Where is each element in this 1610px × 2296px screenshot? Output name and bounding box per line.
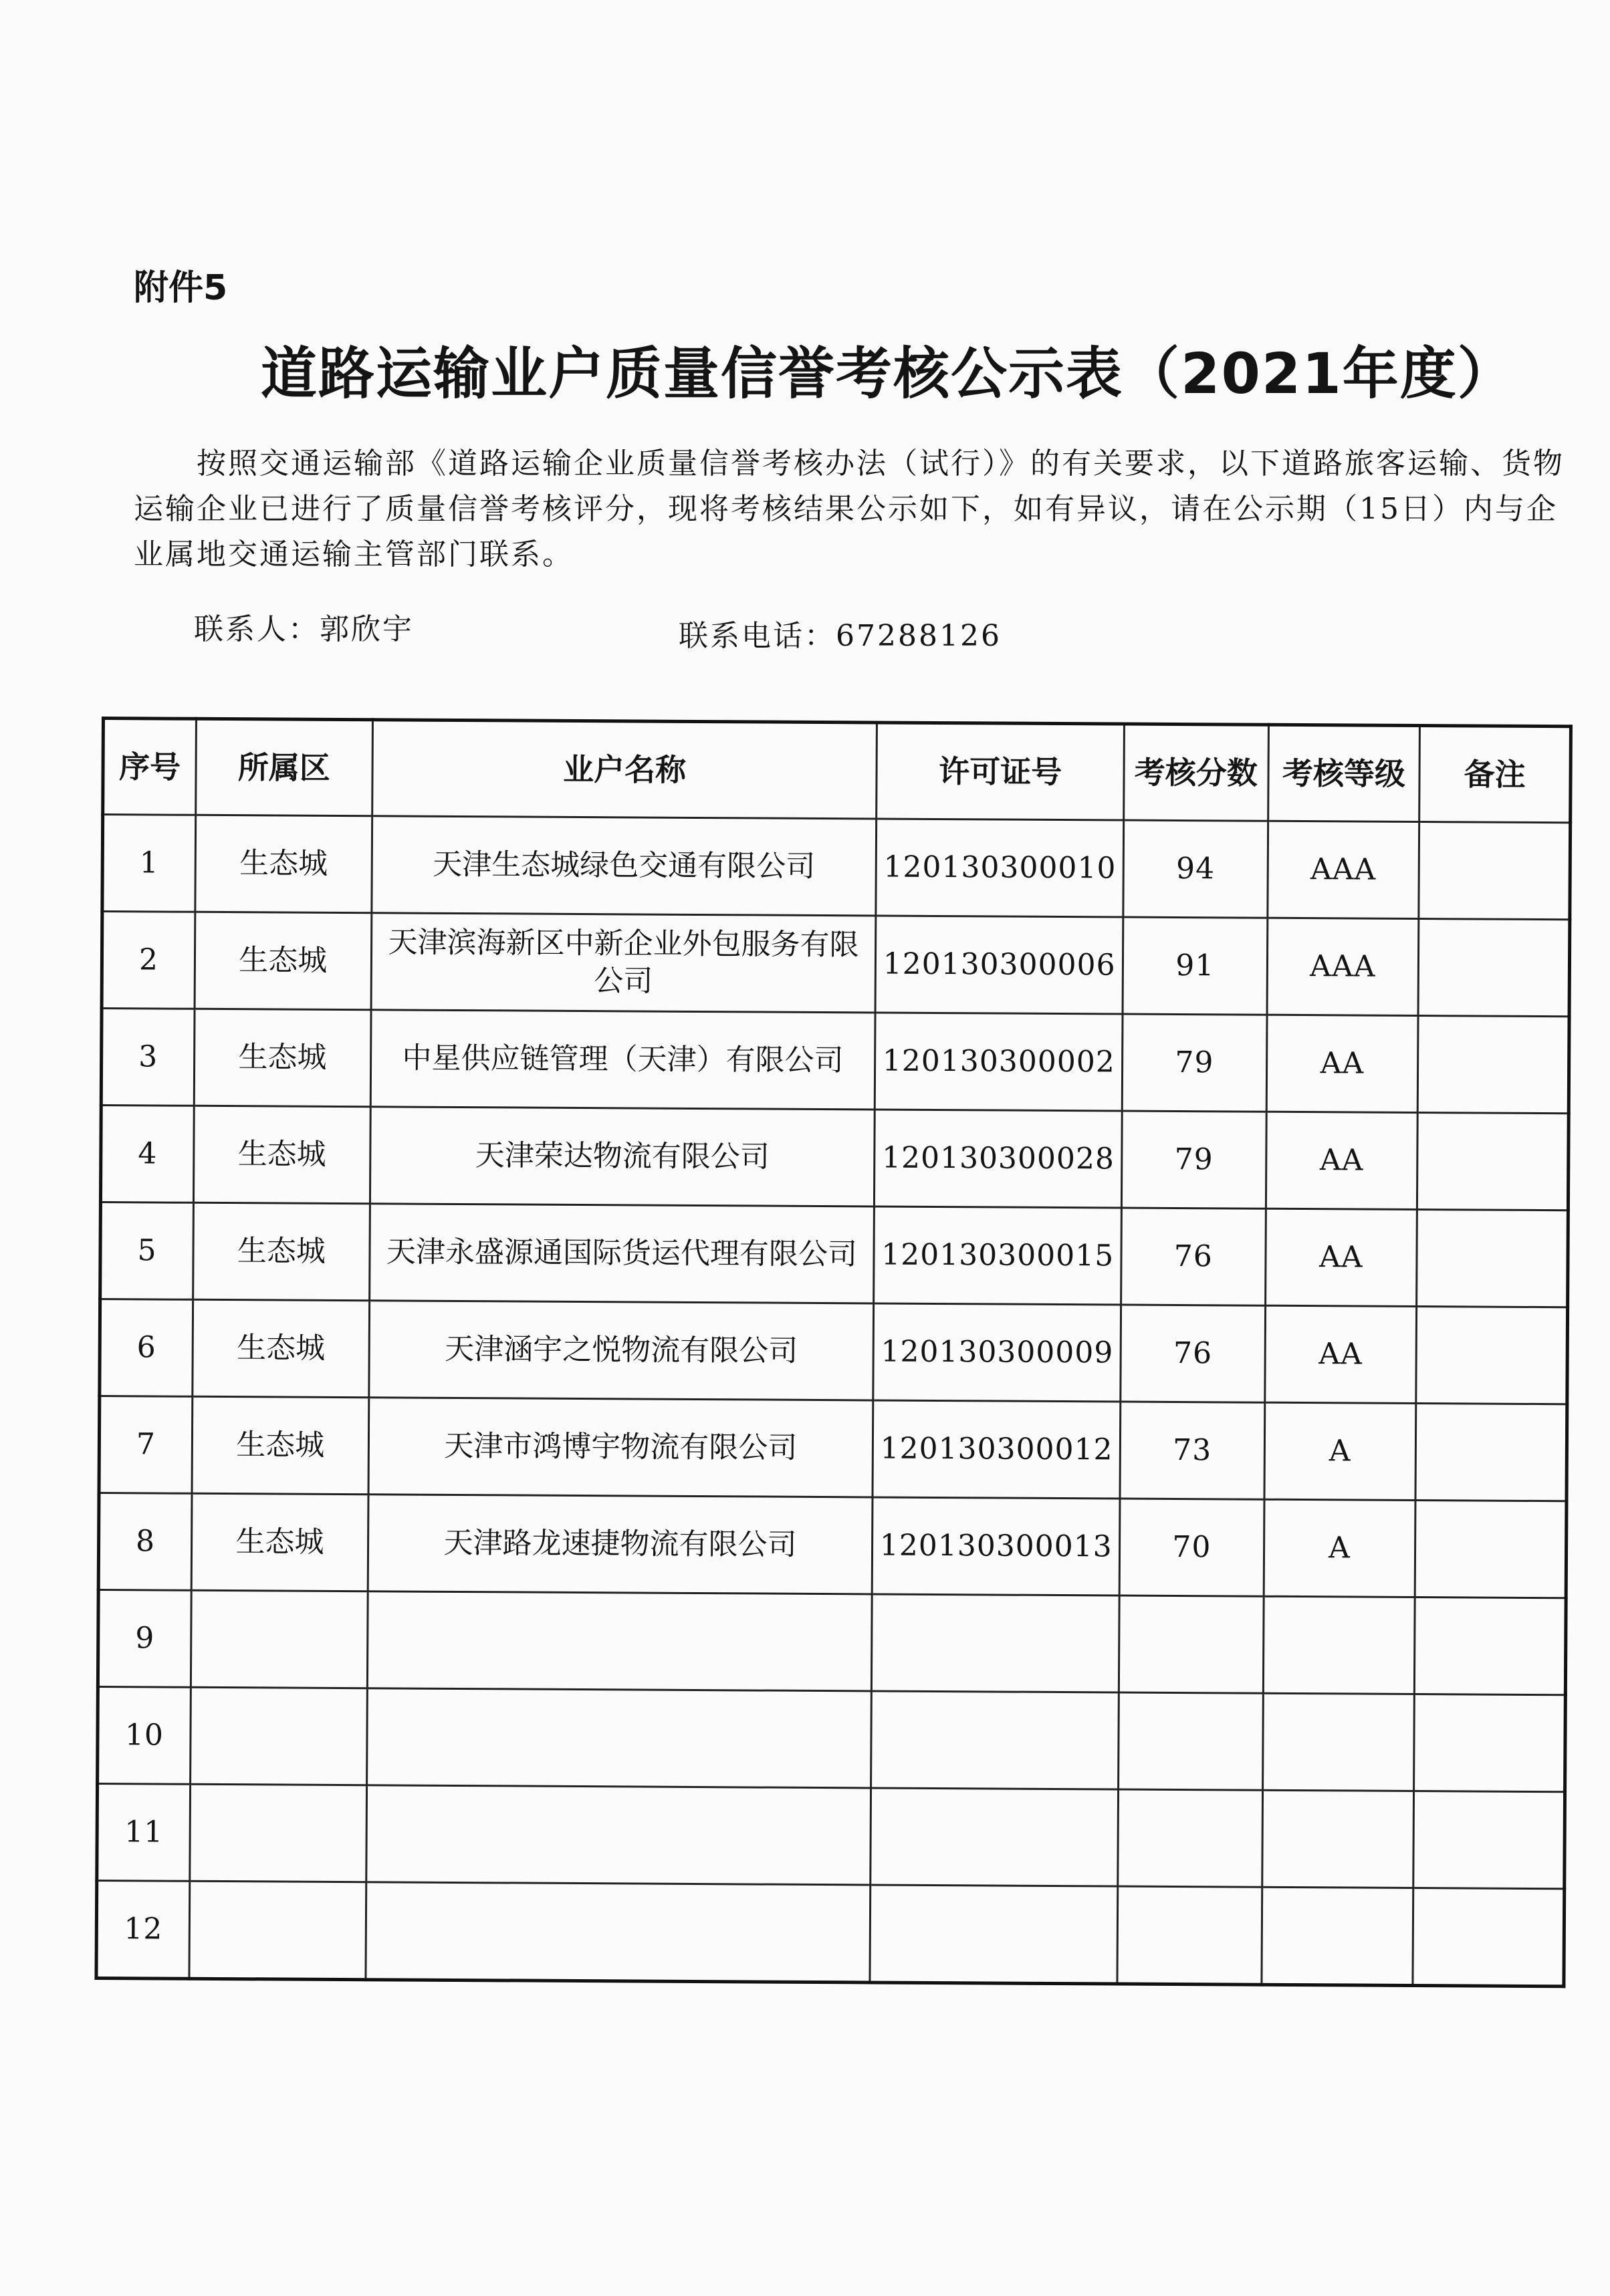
- cell-score: [1119, 1692, 1263, 1790]
- cell-license: [870, 1885, 1118, 1984]
- cell-score: 79: [1121, 1111, 1266, 1208]
- cell-seq: 7: [99, 1396, 193, 1493]
- cell-note: [1417, 1210, 1569, 1307]
- cell-name: 天津涵宇之悦物流有限公司: [368, 1301, 873, 1400]
- header-name: 业户名称: [372, 720, 877, 819]
- intro-paragraph: 按照交通运输部《道路运输企业质量信誉考核办法（试行）》的有关要求，以下道路旅客运输、货物运输企业已进行了质量信誉考核评分，现将考核结果公示如下，如有异议，请在公示期（15日）内与企业属地交通运输主管部门联系。: [134, 447, 1565, 571]
- cell-name: 天津荣达物流有限公司: [370, 1107, 875, 1206]
- cell-seq: 9: [98, 1589, 191, 1687]
- cell-name: 中星供应链管理（天津）有限公司: [370, 1010, 875, 1110]
- cell-note: [1413, 1791, 1565, 1888]
- cell-area: 生态城: [195, 815, 372, 912]
- cell-seq: 6: [100, 1299, 193, 1397]
- table-row: [99, 1396, 1567, 1501]
- table-row: [102, 912, 1570, 1017]
- cell-license: [872, 1594, 1120, 1692]
- annex-label: 附件5: [134, 268, 228, 308]
- cell-grade: A: [1264, 1402, 1416, 1500]
- cell-note: [1413, 1888, 1565, 1986]
- cell-score: [1117, 1886, 1262, 1985]
- cell-score: 70: [1119, 1499, 1264, 1596]
- cell-seq: 2: [102, 912, 195, 1009]
- table-row: [97, 1783, 1565, 1888]
- cell-note: [1419, 822, 1571, 920]
- cell-grade: AA: [1265, 1208, 1417, 1306]
- cell-grade: A: [1264, 1499, 1415, 1597]
- cell-license: 120130300013: [872, 1497, 1120, 1596]
- cell-name: [366, 1882, 871, 1983]
- cell-grade: AA: [1266, 1015, 1418, 1112]
- cell-score: 94: [1123, 820, 1268, 918]
- header-area: 所属区: [196, 719, 372, 815]
- cell-grade: AAA: [1267, 918, 1419, 1015]
- cell-score: 91: [1123, 917, 1267, 1015]
- cell-license: 120130300002: [875, 1013, 1123, 1111]
- cell-seq: 11: [97, 1783, 191, 1881]
- cell-score: 73: [1120, 1402, 1264, 1499]
- cell-score: [1118, 1789, 1262, 1887]
- cell-grade: [1262, 1790, 1413, 1888]
- table-row: [101, 1009, 1569, 1114]
- cell-seq: 3: [101, 1009, 195, 1106]
- cell-area: 生态城: [191, 1493, 368, 1591]
- cell-area: [189, 1881, 366, 1979]
- header-score: 考核分数: [1124, 724, 1268, 821]
- header-grade: 考核等级: [1268, 725, 1419, 821]
- table-row: [100, 1106, 1569, 1210]
- cell-name: 天津滨海新区中新企业外包服务有限公司: [371, 913, 876, 1013]
- cell-seq: 1: [102, 815, 196, 912]
- cell-name: 天津生态城绿色交通有限公司: [372, 816, 877, 916]
- cell-name: 天津路龙速捷物流有限公司: [368, 1495, 873, 1594]
- cell-area: 生态城: [193, 1202, 370, 1300]
- rating-table: [94, 717, 1573, 1988]
- cell-license: [871, 1788, 1119, 1886]
- contact-person: 联系人：郭欣宇: [194, 612, 414, 646]
- cell-area: 生态城: [193, 1299, 369, 1397]
- cell-note: [1414, 1597, 1566, 1694]
- cell-license: 120130300006: [875, 916, 1123, 1014]
- table-row: [98, 1686, 1566, 1791]
- cell-note: [1416, 1306, 1568, 1404]
- table-row: [96, 1880, 1565, 1986]
- cell-grade: [1262, 1693, 1414, 1791]
- header-seq: 序号: [103, 719, 197, 815]
- cell-area: 生态城: [192, 1396, 368, 1494]
- table-row: [102, 815, 1571, 920]
- cell-name: 天津永盛源通国际货运代理有限公司: [369, 1204, 874, 1303]
- cell-area: 生态城: [194, 1009, 370, 1106]
- cell-license: 120130300009: [873, 1303, 1121, 1402]
- cell-area: [190, 1784, 366, 1882]
- cell-seq: 8: [98, 1493, 192, 1590]
- table-row: [100, 1299, 1568, 1404]
- table-row: [100, 1202, 1569, 1307]
- cell-grade: [1263, 1596, 1415, 1694]
- page-title: 道路运输业户质量信誉考核公示表（2021年度）: [261, 341, 1515, 406]
- cell-name: [366, 1688, 871, 1788]
- cell-seq: 5: [100, 1202, 194, 1300]
- cell-license: 120130300015: [874, 1206, 1122, 1305]
- cell-note: [1415, 1403, 1567, 1501]
- cell-seq: 12: [96, 1880, 190, 1979]
- cell-area: 生态城: [195, 912, 371, 1009]
- cell-license: 120130300012: [873, 1400, 1121, 1499]
- table-row: [98, 1493, 1567, 1598]
- cell-license: 120130300010: [876, 819, 1124, 917]
- cell-score: 79: [1122, 1014, 1266, 1112]
- cell-area: [191, 1590, 367, 1688]
- cell-name: [367, 1591, 872, 1691]
- contact-phone: 联系电话：67288126: [679, 619, 1002, 653]
- cell-license: [871, 1691, 1119, 1789]
- cell-note: [1418, 919, 1570, 1017]
- cell-seq: 10: [98, 1686, 191, 1784]
- table-header-row: [103, 719, 1571, 823]
- cell-note: [1417, 1113, 1569, 1210]
- cell-note: [1417, 1016, 1569, 1114]
- table-row: [98, 1589, 1566, 1694]
- cell-area: 生态城: [193, 1106, 370, 1203]
- cell-seq: 4: [100, 1106, 194, 1203]
- cell-note: [1414, 1694, 1566, 1791]
- cell-score: 76: [1121, 1208, 1266, 1305]
- header-note: 备注: [1419, 726, 1571, 823]
- cell-license: 120130300028: [875, 1110, 1123, 1208]
- cell-name: [366, 1785, 871, 1885]
- header-license: 许可证号: [877, 723, 1125, 820]
- cell-name: 天津市鸿博宇物流有限公司: [368, 1398, 873, 1497]
- cell-grade: [1262, 1887, 1413, 1985]
- cell-score: 76: [1121, 1305, 1265, 1402]
- cell-area: [191, 1687, 367, 1785]
- cell-note: [1415, 1500, 1567, 1598]
- cell-grade: AAA: [1267, 821, 1419, 918]
- cell-score: [1119, 1596, 1263, 1693]
- cell-grade: AA: [1266, 1112, 1417, 1209]
- cell-grade: AA: [1264, 1305, 1416, 1403]
